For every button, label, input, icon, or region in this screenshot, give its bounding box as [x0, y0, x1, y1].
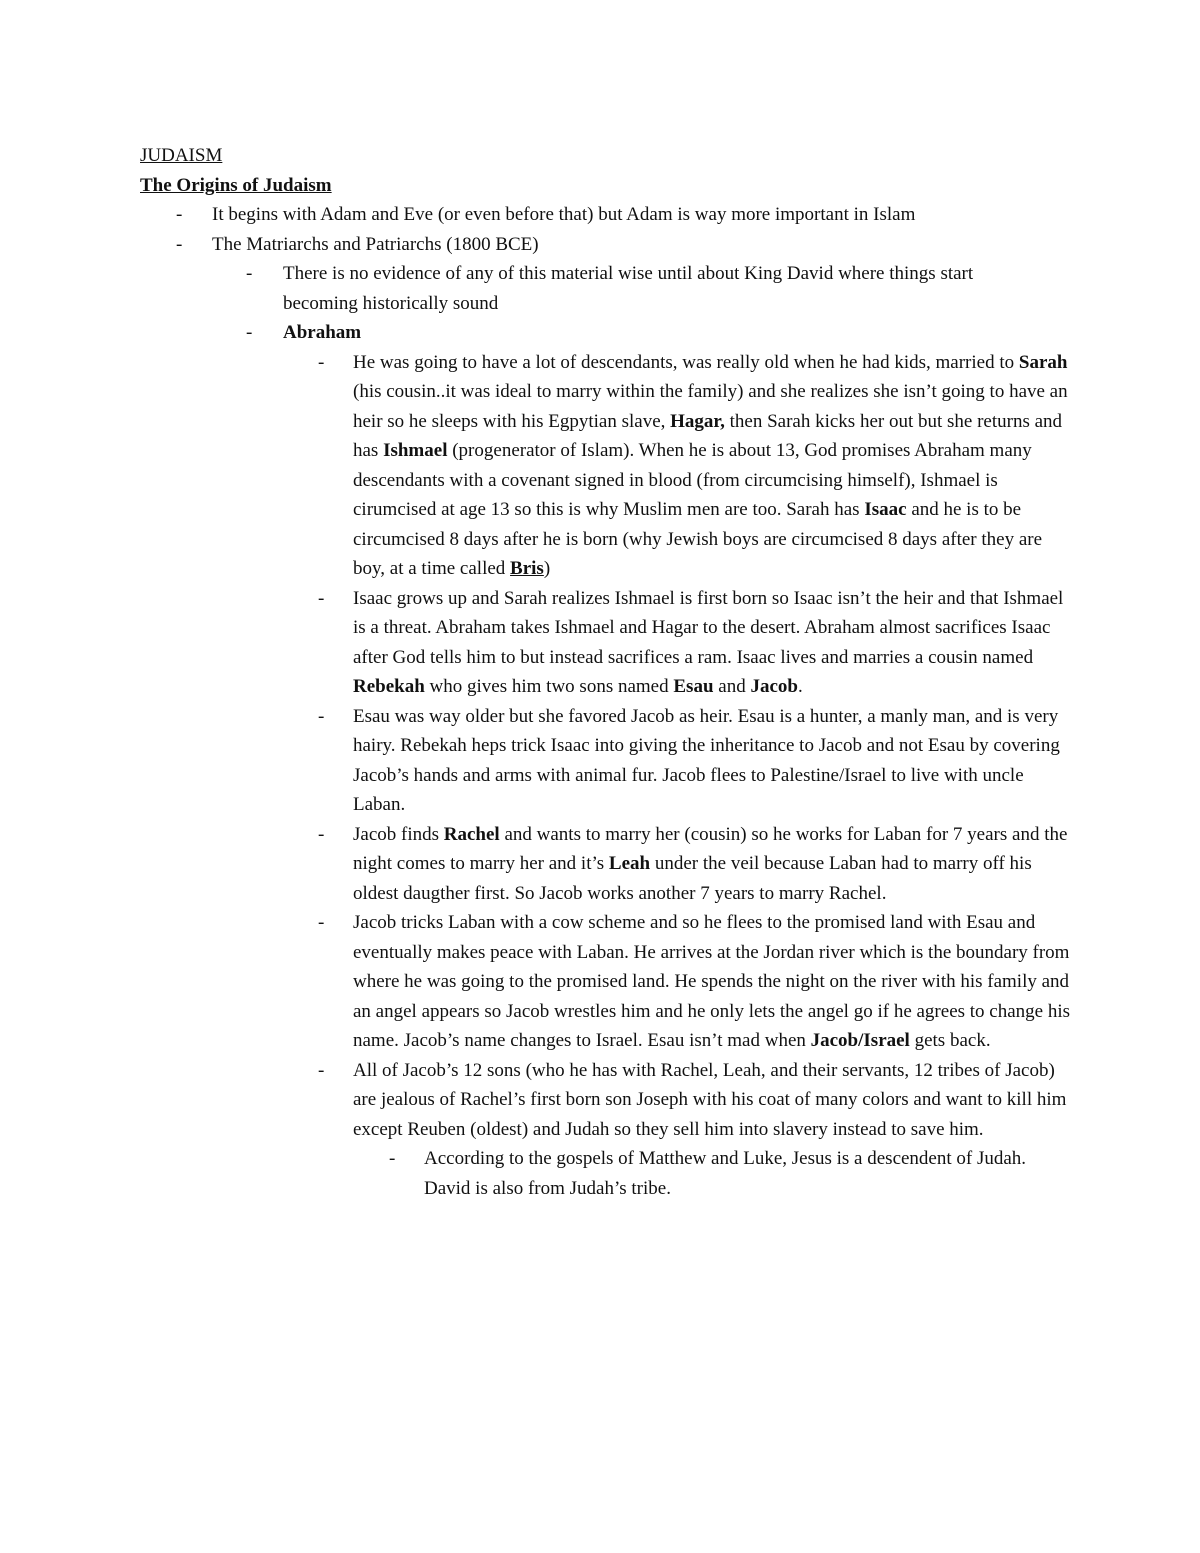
text-run: who gives him two sons named	[424, 676, 674, 697]
list-item	[318, 820, 1073, 909]
list-dash: -	[318, 912, 325, 933]
list-item	[318, 1056, 1073, 1145]
list-dash: -	[318, 351, 325, 373]
bold-name-ishmael: Ishmael	[383, 440, 448, 461]
bold-name-hagar: Hagar,	[670, 410, 725, 432]
list-item-text: Esau was way older but she favored Jacob as heir. Esau is a hunter, a manly man, and is very hairy. Rebekah heps trick Isaac into giving the inheritance to Jacob and not Esau by covering Jacob’s hands and arms with animal fur. Jacob flees to Palestine/Israel to live with uncle Laban.	[353, 705, 1060, 815]
text-run: and he is to be circumcised 8 days after he is born (why Jewish boys are circumcised 8 days after they are boy, at a time called	[353, 499, 1043, 579]
abraham-heading: Abraham	[283, 322, 362, 343]
list-dash: -	[389, 1148, 396, 1169]
list-item	[246, 318, 1070, 348]
list-dash: -	[246, 322, 253, 343]
text-run: gets back.	[909, 1030, 991, 1051]
bold-name-jacob-israel: Jacob/Israel	[810, 1030, 910, 1051]
list-item-text: All of Jacob’s 12 sons (who he has with Rachel, Leah, and their servants, 12 tribes of Jacob) are jealous of Rachel’s first born son Joseph with his coat of many colors and want to kill him except Reuben (oldest) and Judah so they sell him into slavery instead to save him.	[353, 1059, 1067, 1140]
text-run: )	[543, 558, 551, 579]
bold-name-leah: Leah	[608, 853, 651, 874]
bold-term-bris: Bris	[510, 558, 544, 579]
list-dash: -	[318, 587, 325, 609]
bold-name-rebekah: Rebekah	[353, 676, 425, 697]
text-run: then Sarah kicks her out but she returns and has	[353, 410, 1063, 461]
text-run: He was going to have a lot of descendants, was really old when he had kids, married to	[353, 351, 1019, 373]
list-item-text: There is no evidence of any of this material wise until about King David where things start becoming historically sound	[283, 263, 974, 314]
list-item	[176, 200, 1070, 230]
list-dash: -	[176, 233, 183, 255]
list-item	[246, 259, 1043, 318]
list-item	[318, 584, 1073, 702]
list-dash: -	[176, 204, 183, 225]
document-body	[140, 141, 1070, 1203]
list-item	[318, 348, 1073, 584]
bold-name-esau: Esau	[673, 676, 714, 697]
text-run: (his cousin..it was ideal to marry within the family) and she realizes she isn’t going to have an heir so he sleeps with his Egpytian slave,	[353, 381, 1068, 432]
bold-name-isaac: Isaac	[864, 499, 907, 520]
list-item-text: According to the gospels of Matthew and Luke, Jesus is a descendent of Judah. David is also from Judah’s tribe.	[424, 1148, 1027, 1199]
text-run: Jacob tricks Laban with a cow scheme and so he flees to the promised land with Esau and eventually makes peace with Laban. He arrives at the Jordan river which is the boundary from where he was going to the promised land. He spends the night on the river with his family and an angel appears so Jacob wrestles him and he only lets the angel go if he agrees to change his name. Jacob’s name changes to Israel. Esau isn’t mad when	[353, 912, 1071, 1051]
list-item	[318, 702, 1073, 820]
list-dash: -	[246, 263, 253, 284]
text-run: Isaac grows up and Sarah realizes Ishmael is first born so Isaac isn’t the heir and that Ishmael is a threat. Abraham takes Ishmael and Hagar to the desert. Abraham almost sacrifices Isaac after God tells him to but instead sacrifices a ram. Isaac lives and marries a cousin named	[353, 587, 1064, 668]
list-dash: -	[318, 1059, 325, 1081]
list-item	[318, 908, 1073, 1056]
bold-name-jacob: Jacob	[750, 676, 798, 697]
list-dash: -	[318, 705, 325, 727]
list-item-text: The Matriarchs and Patriarchs (1800 BCE)	[212, 233, 539, 255]
bold-name-sarah: Sarah	[1018, 351, 1068, 373]
document-title: JUDAISM	[140, 145, 223, 166]
text-run: .	[797, 676, 803, 697]
list-item	[389, 1144, 1074, 1203]
text-run: and wants to marry her (cousin) so he works for Laban for 7 years and the night comes to marry her and it’s	[353, 823, 1068, 874]
text-run: (progenerator of Islam). When he is about 13, God promises Abraham many descendants with a covenant signed in blood (from circumcising himself), Ishmael is cirumcised at age 13 so this is why Muslim men are too. Sarah has	[353, 440, 1032, 520]
text-run: and	[713, 676, 751, 697]
list-item-text: It begins with Adam and Eve (or even before that) but Adam is way more important in Islam	[212, 204, 916, 225]
text-run: under the veil because Laban had to marry off his oldest daugther first. So Jacob works another 7 years to marry Rachel.	[353, 853, 1032, 904]
text-run: Jacob finds	[353, 823, 444, 845]
list-dash: -	[318, 823, 325, 845]
list-item	[176, 230, 1070, 260]
bold-name-rachel: Rachel	[443, 823, 500, 845]
section-heading: The Origins of Judaism	[140, 174, 332, 196]
